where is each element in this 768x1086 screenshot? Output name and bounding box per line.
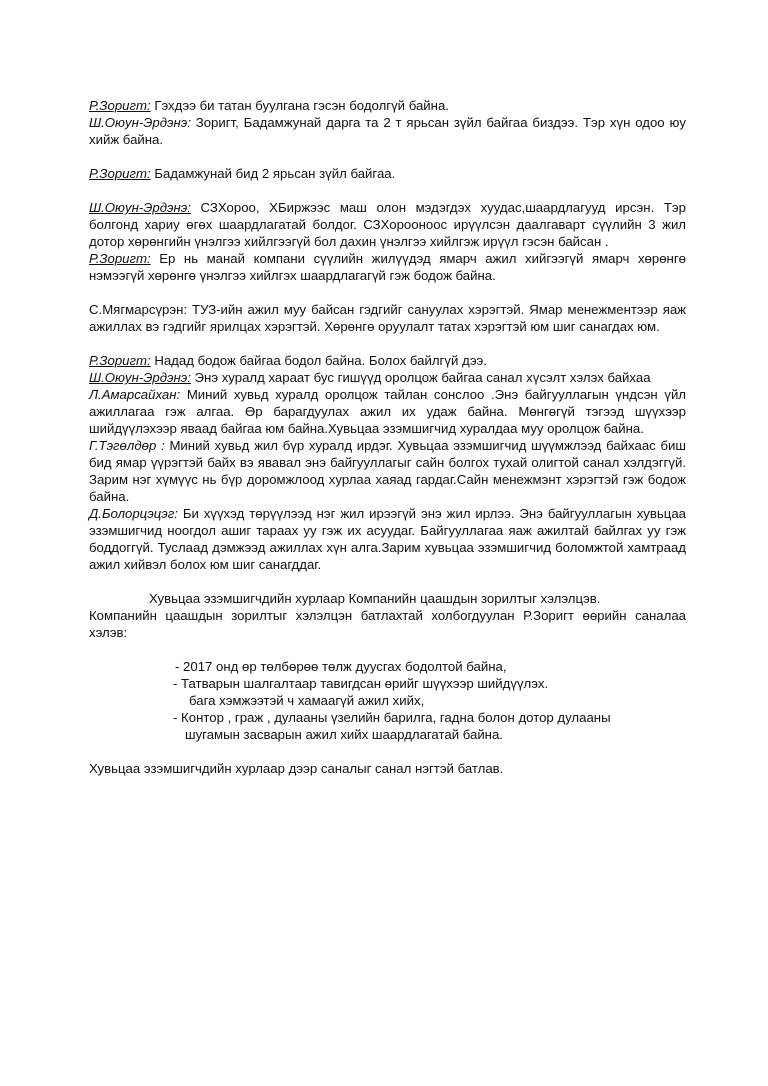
dialogue-text: Надад бодож байгаа бодол байна. Болох байлгүй дээ. bbox=[150, 353, 487, 368]
dialogue-block bbox=[89, 386, 686, 437]
dialogue-text: СЗХороо, ХБиржээс маш олон мэдэгдэх хуудас,шаардлагууд ирсэн. Тэр болгонд хариу өгөх шаардлагатай болдог. СЗХорооноос ирүүлсэн даалгаварт сүүлийн 3 жил дотор хөрөнгийн үнэлгээ хийлгээгүй бол дахин үнэлгээ хийлгэж ирүүл гэсэн байсан . bbox=[89, 200, 686, 249]
agenda-intro: Компанийн цаашдын зорилтыг хэлэлцэн батлахтай холбогдуулан Р.Зоригт өөрийн саналаа хэлэв: bbox=[89, 608, 686, 640]
dialogue-text: ТУЗ-ийн ажил муу байсан гэдгийг сануулах хэрэгтэй. Ямар менежментээр яаж ажиллах вэ гэдгийг ярилцах хэрэгтэй. Хөрөнгө оруулалт татах хэрэгтэй юм шиг санагдах юм. bbox=[89, 302, 686, 334]
speaker-name: Л.Амарсайхан: bbox=[89, 387, 181, 402]
speaker-name: Р.Зоригт: bbox=[89, 251, 151, 266]
dialogue-text: Би хүүхэд төрүүлээд нэг жил ирээгүй энэ жил ирлээ. Энэ байгууллагын хувьцаа эзэмшигчид ноогдол ашиг тараах уу гэж их асуудаг. Байгууллагаа яаж ажилтай байлгах уу гэж боддоггүй. Туслаад дэмжээд ажиллах хүн алга.Зарим хувьцаа эзэмшигчид боломжтой хамтраад ажил хийвэл болох юм шиг санагддаг. bbox=[89, 506, 686, 572]
speaker-name: Ш.Оюун-Эрдэнэ: bbox=[89, 200, 191, 215]
speaker-name: Р.Зоригт: bbox=[89, 166, 151, 181]
speaker-name: Д.Болорцэцэг: bbox=[89, 506, 178, 521]
dialogue-text: Бадамжунай бид 2 ярьсан зүйл байгаа. bbox=[150, 166, 396, 181]
dialogue-block bbox=[89, 250, 686, 284]
dialogue-text: Миний хувьд хуралд оролцож тайлан сонслоо .Энэ байгууллагын үндсэн үйл ажиллагаа гэж алгаа. Өр барагдуулах ажил их удаж байна. Мөнгөгүй тэгээд шүүхээр шийдүүлэхээр яваад байгаа юм байна.Хувьцаа эзэмшигчид хуралдаа муу оролцож байна. bbox=[89, 387, 686, 436]
speaker-name: Ш.Оюун-Эрдэнэ: bbox=[89, 115, 191, 130]
dialogue-block bbox=[89, 114, 686, 148]
speaker-name: Ш.Оюун-Эрдэнэ: bbox=[89, 370, 191, 385]
dialogue-text: Зоригт, Бадамжунай дарга та 2 т ярьсан зүйл байгаа биздээ. Тэр хүн одоо юу хийж байна. bbox=[89, 115, 686, 147]
dialogue-block bbox=[89, 437, 686, 505]
speaker-name: С.Мягмарсүрэн: bbox=[89, 302, 188, 317]
list-item: бага хэмжээтэй ч хамаагүй ажил хийх, bbox=[189, 693, 425, 708]
dialogue-text: Ер нь манай компани сүүлийн жилүүдэд ямарч ажил хийгээгүй ямарч хөрөнгө нэмээгүй хөрөнгө үнэлгээ хийлгэх шаардлагагүй гэж бодож байна. bbox=[89, 251, 686, 283]
list-item: - Татварын шалгалтаар тавигдсан өрийг шүүхээр шийдүүлэх. bbox=[173, 676, 549, 691]
list-item: - Контор , граж , дулааны үзелийн барилга, гадна болон дотор дулааны bbox=[173, 710, 611, 725]
list-item: шугамын засварын ажил хийх шаардлагатай байна. bbox=[185, 727, 503, 742]
dialogue-block bbox=[89, 97, 686, 114]
dialogue-block bbox=[89, 369, 686, 386]
dialogue-block bbox=[89, 199, 686, 250]
dialogue-block bbox=[89, 505, 686, 573]
conclusion: Хувьцаа эзэмшигчдийн хурлаар дээр саналыг санал нэгтэй батлав. bbox=[89, 761, 504, 776]
speaker-name: Г.Тэгөлдөр : bbox=[89, 438, 165, 453]
speaker-name: Р.Зоригт: bbox=[89, 353, 151, 368]
proposal-list bbox=[89, 658, 686, 743]
dialogue-text: Миний хувьд жил бүр хуралд ирдэг. Хувьцаа эзэмшигчид шүүмжлээд байхаас биш бид ямар үүрэгтэй байх вэ явавал энэ байгууллагыг сайн болгох тухай олигтой санал хэлдэггүй. Зарим нэг хүмүүс нь бүр доромжлоод хурлаа хаяад гардаг.Сайн менежмэнт хэрэгтэй гэж бодож байна. bbox=[89, 438, 686, 504]
speaker-name: Р.Зоригт: bbox=[89, 98, 151, 113]
dialogue-block bbox=[89, 301, 686, 335]
dialogue-block bbox=[89, 352, 686, 369]
agenda-heading: Хувьцаа эзэмшигчдийн хурлаар Компанийн цаашдын зорилтыг хэлэлцэв. bbox=[149, 591, 601, 606]
dialogue-block bbox=[89, 165, 686, 182]
dialogue-text: Гэхдээ би татан буулгана гэсэн бодолгүй байна. bbox=[150, 98, 449, 113]
dialogue-text: Энэ хуралд хараат бус гишүүд оролцож байгаа санал хүсэлт хэлэх байхаа bbox=[190, 370, 651, 385]
list-item: - 2017 онд өр төлбөрөө төлж дуусгах бодолтой байна, bbox=[175, 659, 507, 674]
